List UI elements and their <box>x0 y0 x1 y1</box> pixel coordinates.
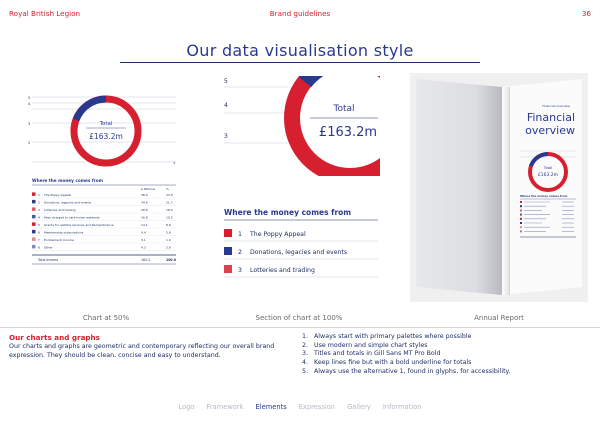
row-swatch <box>32 230 36 234</box>
legend-swatch <box>224 229 232 237</box>
donut-total-label: Total <box>99 121 113 127</box>
row-swatch <box>32 207 36 211</box>
section-name: Brand guidelines <box>269 9 331 18</box>
mini-row-swatch <box>520 214 522 216</box>
chart-50-panel <box>26 73 186 302</box>
bottom-nav <box>0 403 600 411</box>
mini-row-swatch <box>520 230 522 232</box>
table-cell: 8 <box>38 245 40 250</box>
row-swatch <box>32 215 36 219</box>
table-cell: Grants for welfare services and Remembrance <box>44 223 114 227</box>
total-percent: 100.0 <box>166 258 177 262</box>
table-cell: Other <box>44 245 53 250</box>
svg-text:Financial overview: Financial overview <box>542 104 570 108</box>
table-cell: 2.6 <box>166 245 171 250</box>
rules-list <box>302 333 582 377</box>
book-heading-line-1: Financial <box>526 111 575 124</box>
description-title: Our charts and graphs <box>9 333 100 342</box>
table-cell: Membership subscriptions <box>44 230 84 235</box>
page-title: Our data visualisation style <box>186 41 414 60</box>
legend-swatch <box>224 247 232 255</box>
table-col-header: £ Millions <box>141 187 156 191</box>
table-cell: 16.8 <box>141 215 148 220</box>
rule-item: 5. Always use the alternative 1, found in glyphs, for accessibility. <box>302 367 511 375</box>
total-value: £163.2m <box>318 125 378 140</box>
caption-chart-50: Chart at 50% <box>82 314 130 322</box>
table-cell: 23.9 <box>166 193 173 197</box>
nav-information[interactable]: Information <box>382 403 422 411</box>
table-cell: 18.4 <box>166 208 173 212</box>
legend-swatch <box>224 265 232 273</box>
table-cell: 1 <box>38 193 40 197</box>
mini-row-swatch <box>520 205 522 207</box>
table-cell: The Poppy Appeal <box>44 193 71 197</box>
rule-item: 4. Keep lines fine but with a bold underline for totals <box>302 359 472 367</box>
table-cell: Donations, legacies and events <box>44 200 92 205</box>
section-divider <box>0 327 600 328</box>
table-col-header: % <box>166 187 169 191</box>
title-divider <box>120 62 480 63</box>
legend-number: 2 <box>238 249 242 256</box>
nav-framework[interactable]: Framework <box>206 403 244 411</box>
axis-tick-label: 1 <box>173 161 176 165</box>
table-cell: 3.1 <box>141 238 146 242</box>
table-cell: 5 <box>38 223 40 227</box>
donut-total-value: £163.2m <box>89 132 123 141</box>
mini-table-title: Where the money comes from <box>520 194 568 198</box>
mini-row-swatch <box>520 209 522 211</box>
row-swatch <box>32 192 36 196</box>
mini-donut-label: Total <box>543 166 553 170</box>
rule-item: 2. Use modern and simple chart styles <box>302 341 428 349</box>
axis-tick-label: 4 <box>224 102 228 109</box>
annual-report-mockup <box>410 73 588 302</box>
rule-item: 3. Titles and totals in Gill Sans MT Pro Bold <box>302 350 441 358</box>
table-cell: 7 <box>38 238 40 242</box>
table-cell: 21.7 <box>166 200 173 205</box>
total-label: Total Income <box>38 258 59 262</box>
mini-donut-value: £163.2m <box>537 173 559 178</box>
table-cell: 8.6 <box>166 223 171 227</box>
table-cell: 34.6 <box>141 200 148 205</box>
row-swatch <box>32 245 36 249</box>
table-cell: Lotteries and trading <box>44 208 76 212</box>
table-cell: 3 <box>38 208 40 212</box>
mini-row-swatch <box>520 226 522 228</box>
donut-segment <box>74 120 76 131</box>
table-cell: 28.9 <box>141 208 148 212</box>
legend-label: Donations, legacies and events <box>250 249 348 256</box>
table-cell: 4 <box>38 215 40 220</box>
legend-number: 1 <box>238 231 242 238</box>
table-cell: 38.0 <box>141 193 148 197</box>
axis-tick-label: 5 <box>224 78 228 85</box>
chart-heading: Where the money comes from <box>224 208 352 217</box>
nav-expression[interactable]: Expression <box>298 403 335 411</box>
nav-logo[interactable]: Logo <box>178 403 195 411</box>
table-cell: 14.1 <box>141 223 148 227</box>
row-swatch <box>32 237 36 241</box>
axis-tick-label: 2 <box>28 141 31 145</box>
table-cell: 5.8 <box>166 230 171 235</box>
row-swatch <box>32 222 36 226</box>
legend-number: 3 <box>238 267 242 274</box>
mini-row-swatch <box>520 222 522 224</box>
page-number: 36 <box>581 9 591 18</box>
description-body: Our charts and graphs are geometric and contemporary reflecting our overall brand expression. They should be clean, concise and easy to understand. <box>9 343 275 359</box>
caption-chart-100: Section of chart at 100% <box>255 314 343 322</box>
org-name: Royal British Legion <box>9 9 81 18</box>
table-title: Where the money comes from <box>32 178 103 183</box>
table-cell: Endowment income <box>44 238 74 242</box>
legend-label: The Poppy Appeal <box>250 231 306 238</box>
legend-label: Lotteries and trading <box>250 267 315 274</box>
nav-elements[interactable]: Elements <box>255 403 287 411</box>
table-cell: 2 <box>38 200 40 205</box>
book-heading-line-2: overview <box>525 124 575 137</box>
table-cell: 10.2 <box>166 215 173 220</box>
chart-100-panel <box>218 73 380 302</box>
nav-gallery[interactable]: Gallery <box>347 403 371 411</box>
mini-row-swatch <box>520 201 522 203</box>
mini-row-swatch <box>520 218 522 220</box>
table-cell: 4.3 <box>141 245 146 250</box>
row-swatch <box>32 200 36 204</box>
total-value: 163.2 <box>141 258 151 262</box>
table-cell: Fees charged to care home residents <box>44 215 100 220</box>
rule-item: 1. Always start with primary palettes where possible <box>302 333 472 340</box>
axis-tick-label: 3 <box>224 133 228 140</box>
total-label: Total <box>333 104 355 114</box>
table-cell: 6 <box>38 230 40 235</box>
axis-tick-label: 4 <box>28 102 31 106</box>
table-cell: 9.4 <box>141 230 146 235</box>
axis-tick-label: 3 <box>28 122 31 126</box>
book-left-page <box>416 79 502 295</box>
table-cell: 1.9 <box>166 238 171 242</box>
caption-annual-report: Annual Report <box>474 314 524 322</box>
axis-tick-label: 5 <box>28 96 31 100</box>
